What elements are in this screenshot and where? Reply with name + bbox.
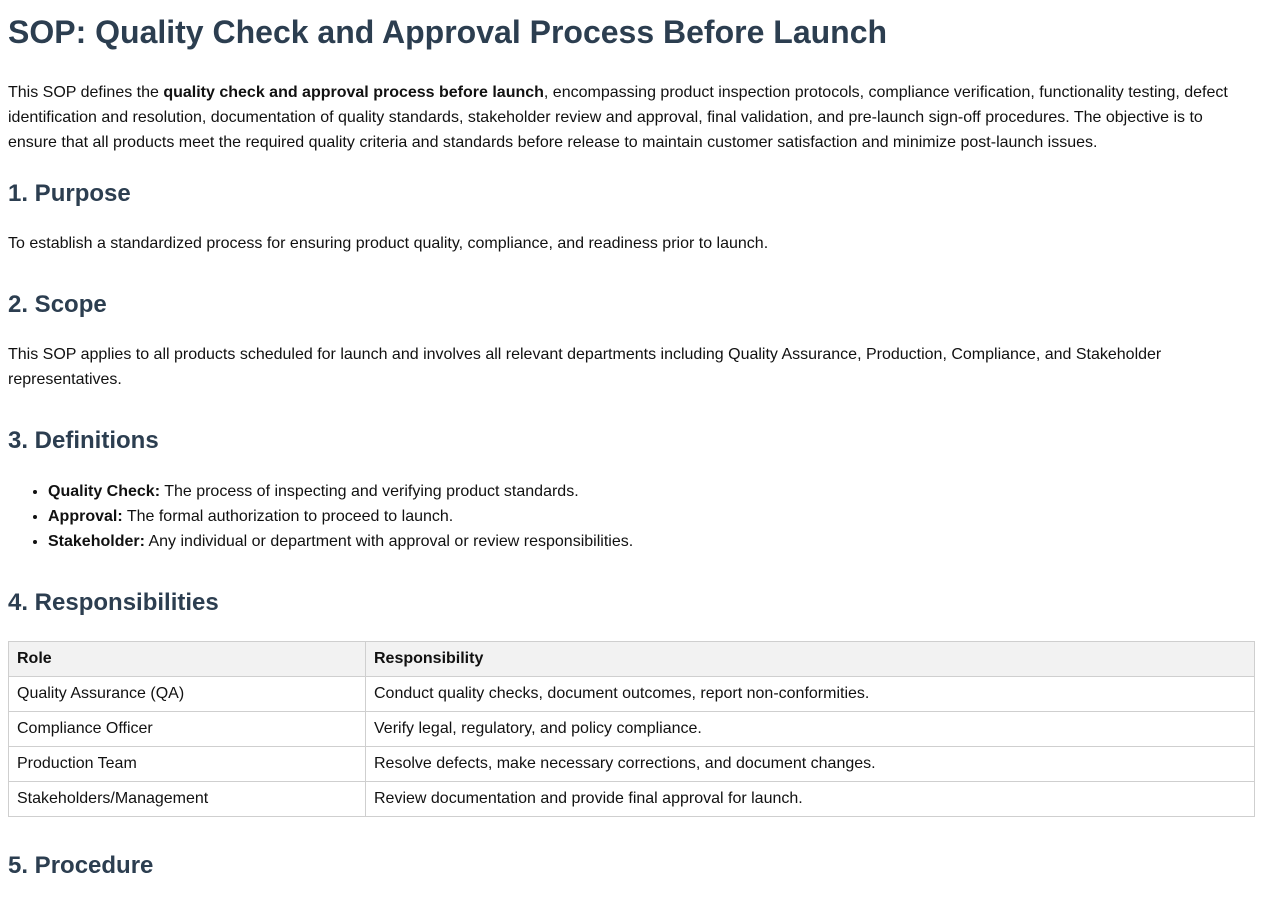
intro-text-start: This SOP defines the <box>8 84 164 101</box>
role-cell: Stakeholders/Management <box>9 782 366 817</box>
responsibilities-heading: 4. Responsibilities <box>8 589 219 616</box>
table-row <box>9 782 1255 817</box>
definition-item <box>48 504 1255 529</box>
responsibility-cell: Resolve defects, make necessary corrections, and document changes. <box>366 747 1255 782</box>
purpose-text: To establish a standardized process for ensuring product quality, compliance, and readiness prior to launch. <box>8 235 769 252</box>
responsibility-cell: Verify legal, regulatory, and policy compliance. <box>366 712 1255 747</box>
definition-desc: The process of inspecting and verifying product standards. <box>160 483 579 500</box>
intro-text-end: , encompassing product inspection protocols, compliance verification, functionality testing, defect identification and resolution, documentation of quality standards, stakeholder review and approval, final validation, and pre-launch sign-off procedures. The objective is to ensure that all products meet the required quality criteria and standards before release to maintain customer satisfaction and minimize post-launch issues. <box>8 84 1228 151</box>
definition-desc: Any individual or department with approval or review responsibilities. <box>144 533 634 550</box>
table-row <box>9 712 1255 747</box>
definition-item <box>48 479 1255 504</box>
page-title: SOP: Quality Check and Approval Process Before Launch <box>8 14 888 50</box>
role-cell: Production Team <box>9 747 366 782</box>
responsibilities-table <box>8 641 1255 817</box>
responsibility-cell: Conduct quality checks, document outcomes, report non-conformities. <box>366 677 1255 712</box>
definition-term: Stakeholder: <box>48 533 145 550</box>
table-header-row <box>9 642 1255 677</box>
table-row <box>9 747 1255 782</box>
intro-bold-text: quality check and approval process before launch <box>163 84 544 101</box>
definition-item <box>48 529 1255 554</box>
table-row <box>9 677 1255 712</box>
procedure-heading: 5. Procedure <box>8 852 154 879</box>
column-header-responsibility: Responsibility <box>366 642 1255 677</box>
role-cell: Compliance Officer <box>9 712 366 747</box>
definition-desc: The formal authorization to proceed to launch. <box>122 508 454 525</box>
definitions-list <box>8 479 1255 554</box>
definition-term: Approval: <box>48 508 123 525</box>
definition-term: Quality Check: <box>48 483 161 500</box>
column-header-role: Role <box>9 642 366 677</box>
responsibility-cell: Review documentation and provide final approval for launch. <box>366 782 1255 817</box>
scope-text: This SOP applies to all products scheduled for launch and involves all relevant departments including Quality Assurance, Production, Compliance, and Stakeholder representatives. <box>8 346 1162 388</box>
role-cell: Quality Assurance (QA) <box>9 677 366 712</box>
scope-heading: 2. Scope <box>8 291 107 318</box>
purpose-heading: 1. Purpose <box>8 180 131 207</box>
definitions-heading: 3. Definitions <box>8 427 159 454</box>
intro-paragraph <box>8 80 1255 155</box>
